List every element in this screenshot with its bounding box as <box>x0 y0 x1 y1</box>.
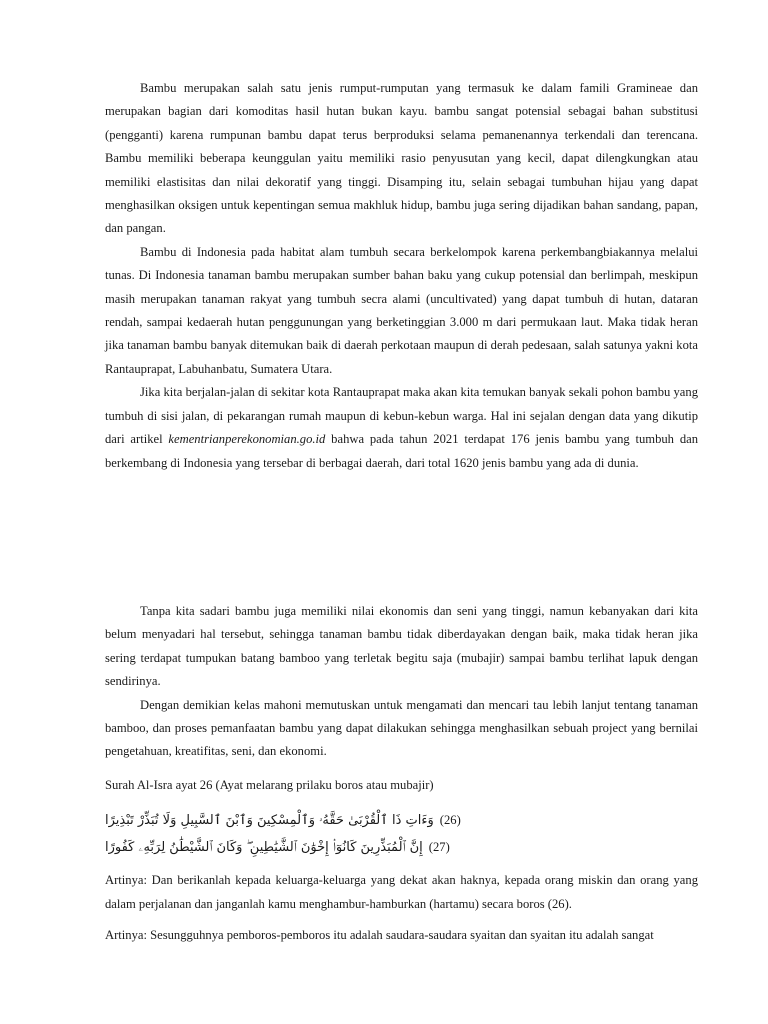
ayah-26-number: (26) <box>439 813 461 828</box>
translation-26: Artinya: Dan berikanlah kepada keluarga-keluarga yang dekat akan haknya, kepada orang miskin dan orang yang dalam perjalanan dan janganlah kamu menghambur-hamburkan (hartamu) secara boros (26). <box>105 873 698 911</box>
paragraph-text-after: bahwa pada tahun 2021 terdapat 176 jenis bambu yang tumbuh dan berkembang di Indonesia yang tersebar di berbagai daerah, dari total 1620 jenis bambu yang ada di dunia. <box>105 432 698 470</box>
ayah-26 <box>105 807 698 834</box>
document-page <box>105 77 698 947</box>
article-source: kementrianperekonomian.go.id <box>168 432 326 447</box>
page-break-gap <box>105 475 698 600</box>
paragraph-bambu-intro: Bambu merupakan salah satu jenis rumput-rumputan yang termasuk ke dalam famili Gramineae dan merupakan bagian dari komoditas hasil hutan bukan kayu. bambu sangat potensial sebagai bahan substitusi (pengganti) karena rumpunan bambu dapat terus berproduksi selama pemanenannya terkendali dan terencana. Bambu memiliki beberapa keunggulan yaitu memiliki rasio penyusutan yang kecil, dapat dilengkungkan atau memiliki elastisitas dan nilai dekoratif yang tinggi. Disamping itu, selain sebagai tumbuhan hijau yang dapat menghasilkan oksigen untuk kepentingan semua makhluk hidup, bambu juga sering dijadikan bahan sandang, papan, dan pangan. <box>105 81 698 236</box>
paragraph-kelas-mahoni: Dengan demikian kelas mahoni memutuskan untuk mengamati dan mencari tau lebih lanjut tentang tanaman bamboo, dan proses pemanfaatan bambu yang dapat dilakukan sehingga menghasilkan sebuah project yang bernilai pengetahuan, kreatifitas, seni, dan ekonomi. <box>105 697 698 759</box>
translation-27: Artinya: Sesungguhnya pemboros-pemboros itu adalah saudara-saudara syaitan dan syaitan itu adalah sangat <box>105 927 654 942</box>
ayah-26-arabic: وَءَاتِ ذَا ٱلْقُرْبَىٰ حَقَّهُۥ وَٱلْمِسْكِينَ وَٱبْنَ ٱلسَّبِيلِ وَلَا تُبَذِّرْ تَبْذِيرًا <box>105 813 434 829</box>
paragraph-text-before: Jika kita berjalan-jalan di sekitar kota Rantauprapat maka akan kita temukan banyak sekali pohon bambu yang tumbuh di sisi jalan, di pekarangan rumah maupun di kebun-kebun warga. Hal ini sejalan dengan data yang dikutip dari artikel <box>105 385 698 447</box>
paragraph-rantauprapat <box>105 381 698 475</box>
paragraph-nilai-ekonomis: Tanpa kita sadari bambu juga memiliki nilai ekonomis dan seni yang tinggi, namun kebanyakan dari kita belum menyadari hal tersebut, sehingga tanaman bambu tidak diberdayakan dengan baik, maka tidak heran jika sering terdapat tumpukan batang bamboo yang terletak begitu saja (mubajir) sampai bambu terlihat lapuk dengan sendirinya. <box>105 603 698 689</box>
surah-heading: Surah Al-Isra ayat 26 (Ayat melarang prilaku boros atau mubajir) <box>105 777 434 792</box>
paragraph-bambu-indonesia: Bambu di Indonesia pada habitat alam tumbuh secara berkelompok karena perkembangbiakannya melalui tunas. Di Indonesia tanaman bambu merupakan sumber bahan baku yang cukup potensial dan berlimpah, meskipun masih merupakan tanaman rakyat yang tumbuh secra alami (uncultivated) yang dapat tumbuh di hutan, dataran rendah, sampai kedaerah hutan penggunungan yang berketinggian 3.000 m dari permukaan laut. Maka tidak heran jika tanaman bambu banyak ditemukan baik di daerah perkotaan maupun di derah pedesaan, salah satunya yakni kota Rantauprapat, Labuhanbatu, Sumatera Utara. <box>105 244 698 376</box>
ayat-block <box>105 807 698 861</box>
ayah-27-number: (27) <box>428 840 450 855</box>
ayah-27-arabic: إِنَّ ٱلْمُبَذِّرِينَ كَانُوٓا۟ إِخْوَٰنَ ٱلشَّيَٰطِينِ ۖ وَكَانَ ٱلشَّيْطَٰنُ لِرَبِّهِۦ كَفُورًا <box>105 840 423 856</box>
ayah-27 <box>105 834 698 861</box>
